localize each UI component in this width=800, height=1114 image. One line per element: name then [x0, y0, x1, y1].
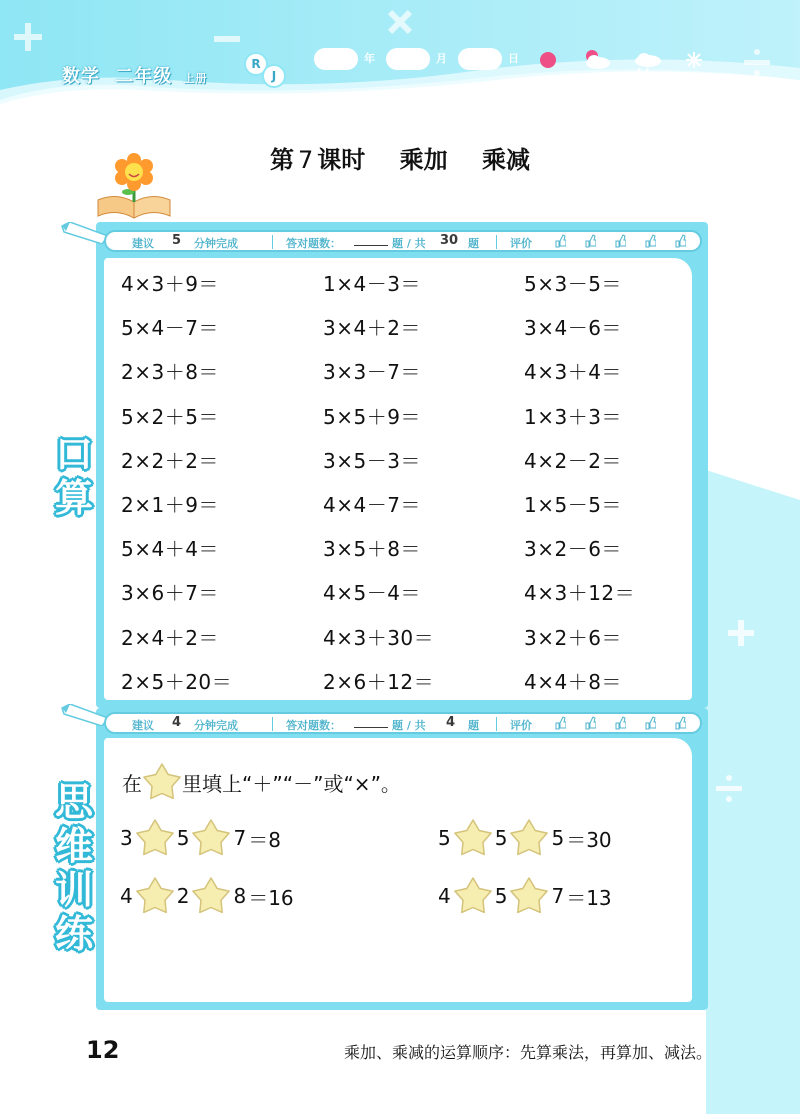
calc-problem: 3×4－6＝ — [524, 316, 622, 341]
star-blank-input[interactable] — [453, 818, 493, 858]
calc-problem: 2×6＋12＝ — [323, 669, 435, 694]
star-icon — [142, 762, 182, 802]
star-blank-input[interactable] — [453, 876, 493, 916]
rating-thumb-icon[interactable] — [554, 234, 566, 248]
puzzle-number: 7 — [233, 826, 247, 850]
instruction-pre: 在 — [122, 771, 142, 796]
rating-thumb-icon[interactable] — [644, 234, 656, 248]
puzzle-number: 4 — [438, 884, 451, 908]
lesson-topic-2: 乘减 — [482, 146, 530, 174]
calc-problem: 1×5－5＝ — [524, 493, 622, 517]
puzzle-number: 7 — [551, 884, 565, 908]
correct-count-blank[interactable] — [354, 717, 388, 728]
lesson-number-suffix: 课时 — [317, 146, 366, 174]
section-label-char: 思 — [54, 780, 93, 824]
instruction-post: 里填上“＋”“－”或“×”。 — [182, 771, 401, 796]
suggest-minutes: 4 — [172, 715, 182, 730]
rating-thumb-icon[interactable] — [674, 716, 686, 730]
calc-problem: 4×4＋8＝ — [524, 669, 622, 694]
section-label-char: 口 — [54, 432, 93, 476]
correct-label: 答对题数： — [286, 237, 341, 250]
section-label-char: 维 — [54, 824, 93, 868]
operator-puzzle — [438, 818, 612, 858]
calc-problem: 5×3－5＝ — [524, 272, 622, 296]
lesson-title — [0, 140, 800, 175]
rating-thumb-icon[interactable] — [584, 716, 596, 730]
calc-problem: 2×2＋2＝ — [121, 448, 219, 473]
star-blank-input[interactable] — [191, 876, 231, 916]
calc-problem: 4×3＋4＝ — [524, 360, 622, 385]
puzzle-number: 5 — [551, 826, 565, 850]
calc-problem: 5×4＋4＝ — [121, 537, 219, 562]
puzzle-number: 8 — [233, 884, 247, 908]
suggest-label: 建议 — [132, 237, 154, 250]
lesson-number: 7 — [298, 146, 314, 174]
pencil-icon — [60, 704, 110, 726]
calc-problem: 2×4＋2＝ — [121, 625, 219, 650]
puzzle-number: 5 — [438, 826, 451, 850]
puzzle-number: ＝8 — [248, 827, 281, 852]
per-label: 题 / 共 — [392, 719, 426, 732]
section-label-thinking — [48, 780, 100, 956]
section-label-char: 训 — [54, 868, 93, 912]
footer-note: 乘加、乘减的运算顺序：先算乘法，再算加、减法。 — [344, 1043, 713, 1062]
month-label: 月 — [436, 52, 447, 65]
puzzle-number: 5 — [176, 826, 190, 850]
calc-problem: 3×4＋2＝ — [323, 316, 421, 341]
puzzle-number: 4 — [120, 884, 133, 908]
subject-label: 数学 — [62, 66, 100, 87]
calc-problem: 3×2＋6＝ — [524, 625, 622, 650]
calc-problem: 4×3＋12＝ — [524, 581, 636, 606]
lesson-number-prefix: 第 — [270, 146, 294, 174]
calc-problem: 3×2－6＝ — [524, 537, 622, 562]
edition-badge-j: J — [262, 64, 286, 88]
section-label-char: 练 — [54, 912, 93, 956]
calc-problem: 4×4－7＝ — [323, 493, 421, 517]
suggest-minutes: 5 — [172, 233, 182, 248]
puzzle-number: 3 — [120, 826, 133, 850]
operator-puzzle — [120, 876, 294, 916]
calc-problem: 4×2－2＝ — [524, 448, 622, 473]
calc-problem: 3×3－7＝ — [323, 360, 421, 385]
rating-label: 评价 — [510, 719, 532, 732]
calc-problem: 4×5－4＝ — [323, 581, 421, 606]
calc-problem: 3×5－3＝ — [323, 448, 421, 473]
year-label: 年 — [364, 52, 375, 65]
per-label: 题 / 共 — [392, 237, 426, 250]
calc-problem: 3×6＋7＝ — [121, 581, 219, 606]
star-blank-input[interactable] — [135, 818, 175, 858]
page-number: 12 — [86, 1036, 120, 1064]
operator-puzzle — [120, 818, 281, 858]
rating-thumb-icon[interactable] — [584, 234, 596, 248]
puzzle-number: ＝13 — [566, 885, 612, 910]
calc-problem: 5×4－7＝ — [121, 316, 219, 341]
calc-problem: 2×5＋20＝ — [121, 669, 233, 694]
star-blank-input[interactable] — [509, 818, 549, 858]
total-count: 4 — [446, 715, 456, 730]
rating-thumb-icon[interactable] — [614, 234, 626, 248]
puzzle-number: 2 — [176, 884, 190, 908]
puzzle-number: ＝30 — [566, 827, 612, 852]
correct-label: 答对题数： — [286, 719, 341, 732]
calc-problem: 5×5＋9＝ — [323, 404, 421, 429]
puzzle-number: 5 — [494, 826, 508, 850]
rating-thumb-icon[interactable] — [554, 716, 566, 730]
total-suffix: 题 — [468, 719, 479, 732]
calc-problem: 5×2＋5＝ — [121, 404, 219, 429]
star-blank-input[interactable] — [191, 818, 231, 858]
rating-thumb-icon[interactable] — [674, 234, 686, 248]
correct-count-blank[interactable] — [354, 235, 388, 246]
pencil-icon — [60, 222, 110, 244]
thinking-strip — [104, 712, 702, 734]
calc-problem: 1×3＋3＝ — [524, 404, 622, 429]
section-label-char: 算 — [54, 476, 93, 520]
instruction-text — [122, 762, 401, 802]
calc-problem: 2×1＋9＝ — [121, 493, 219, 517]
puzzle-number: ＝16 — [248, 885, 294, 910]
edition-badge-r: R — [244, 52, 268, 76]
suggest-suffix: 分钟完成 — [194, 719, 238, 732]
puzzle-number: 5 — [494, 884, 508, 908]
calc-problem: 1×4－3＝ — [323, 272, 421, 296]
suggest-label: 建议 — [132, 719, 154, 732]
grade-label: 二年级 — [115, 66, 173, 87]
suggest-suffix: 分钟完成 — [194, 237, 238, 250]
rating-label: 评价 — [510, 237, 532, 250]
operator-puzzle — [438, 876, 612, 916]
calc-problem: 2×3＋8＝ — [121, 360, 219, 385]
total-count: 30 — [440, 233, 459, 248]
calc-problem: 4×3＋30＝ — [323, 625, 435, 650]
lesson-topic-1: 乘加 — [399, 146, 448, 174]
rating-thumb-icon[interactable] — [614, 716, 626, 730]
calc-problem: 3×5＋8＝ — [323, 537, 421, 562]
star-blank-input[interactable] — [135, 876, 175, 916]
oral-calc-strip — [104, 230, 702, 252]
rating-thumb-icon[interactable] — [644, 716, 656, 730]
section-label-oral-calc — [48, 432, 100, 520]
calc-problem: 4×3＋9＝ — [121, 272, 219, 296]
star-blank-input[interactable] — [509, 876, 549, 916]
total-suffix: 题 — [468, 237, 479, 250]
volume-label: 上册 — [183, 72, 208, 85]
day-label: 日 — [508, 52, 519, 65]
